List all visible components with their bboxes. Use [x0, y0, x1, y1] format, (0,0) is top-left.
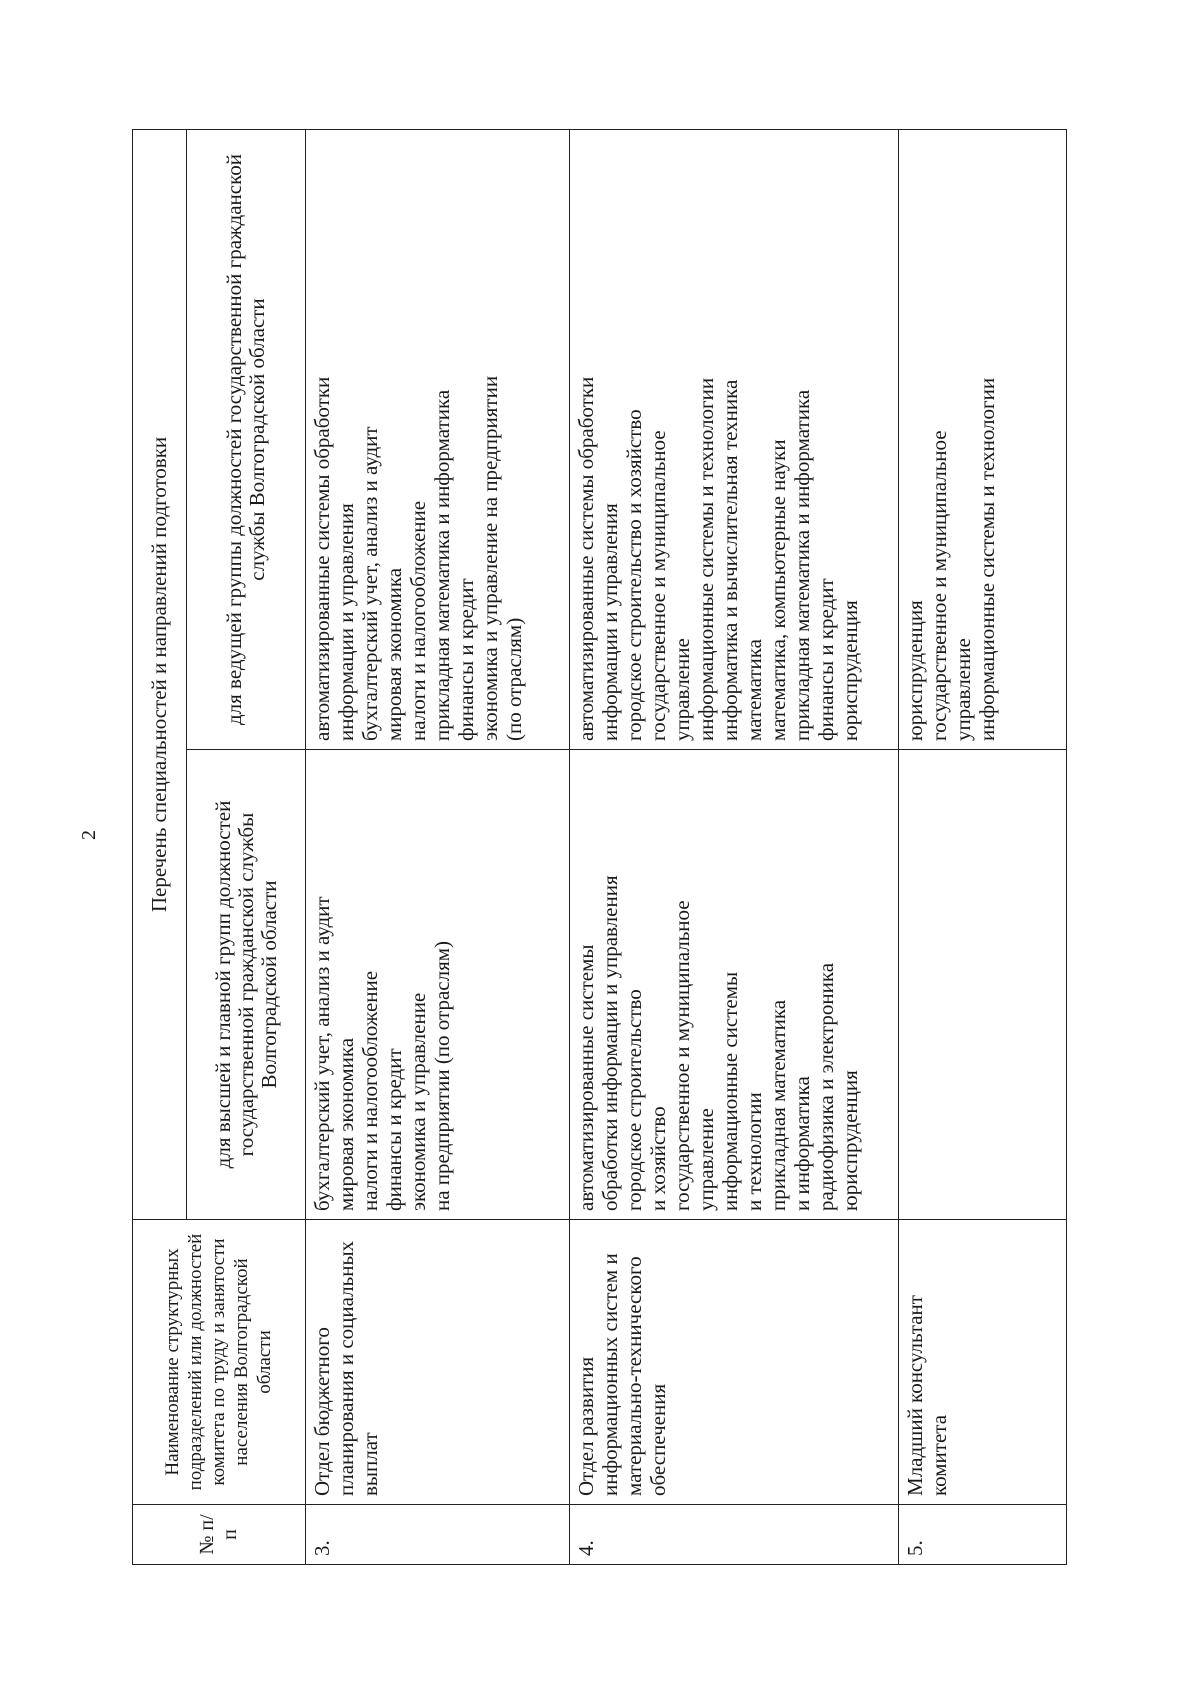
- list-line: налоги и налогообложение: [405, 500, 430, 741]
- list-line: прикладная математика: [765, 999, 790, 1211]
- list-line: финансы и кредит: [381, 1048, 406, 1211]
- list-line: автоматизированные системы обработки: [573, 376, 598, 741]
- list-line: финансы и кредит: [453, 578, 478, 741]
- row-high-list: [305, 750, 569, 1220]
- list-line: и хозяйство: [645, 1106, 670, 1211]
- row-num: 5.: [899, 1505, 1067, 1565]
- list-line: мировая экономика: [381, 567, 406, 741]
- list-line: радиофизика и электроника: [813, 962, 838, 1211]
- list-line: информации и управления: [333, 503, 358, 741]
- row-name: Отдел развития информационных систем и материально-технического обеспечения: [569, 1220, 899, 1505]
- row-high-list: [569, 750, 899, 1220]
- list-line: государственное и муниципальное: [645, 430, 670, 741]
- row-high-list: [899, 750, 1067, 1220]
- list-line: управление: [951, 638, 976, 741]
- list-line: обработки информации и управления: [597, 875, 622, 1211]
- list-line: бухгалтерский учет, анализ и аудит: [309, 896, 334, 1211]
- row-lead-list: [899, 130, 1067, 750]
- row-lead-list: [569, 130, 899, 750]
- page-number: 2: [78, 830, 100, 840]
- table-row: [899, 130, 1067, 1565]
- list-line: прикладная математика и информатика: [789, 389, 814, 741]
- table-row: [305, 130, 569, 1565]
- list-line: городское строительство и хозяйство: [621, 409, 646, 741]
- header-group: Перечень специальностей и направлений подготовки: [133, 130, 187, 1220]
- list-line: юриспруденция: [837, 600, 862, 741]
- list-line: информации и управления: [597, 503, 622, 741]
- list-line: государственное и муниципальное: [927, 430, 952, 741]
- list-line: информационные системы и технологии: [693, 377, 718, 741]
- list-line: бухгалтерский учет, анализ и аудит: [357, 426, 382, 741]
- row-lead-list: [305, 130, 569, 750]
- list-line: управление: [693, 1108, 718, 1211]
- header-num: № п/п: [133, 1505, 306, 1565]
- list-line: автоматизированные системы: [573, 944, 598, 1211]
- list-line: (по отраслям): [501, 617, 526, 741]
- list-line: государственное и муниципальное: [669, 900, 694, 1211]
- list-line: финансы и кредит: [813, 578, 838, 741]
- list-line: информатика и вычислительная техника: [717, 379, 742, 741]
- list-line: и технологии: [741, 1092, 766, 1211]
- list-line: юриспруденция: [903, 600, 928, 741]
- list-line: управление: [669, 638, 694, 741]
- table-header-row: [133, 130, 187, 1565]
- list-line: и информатика: [789, 1076, 814, 1211]
- list-line: математика, компьютерные науки: [765, 439, 790, 741]
- list-line: экономика и управление: [405, 992, 430, 1211]
- row-name: Отдел бюджетного планирования и социальных выплат: [305, 1220, 569, 1505]
- row-num: 4.: [569, 1505, 899, 1565]
- header-lead: для ведущей группы должностей государственной гражданской службы Волгоградской области: [187, 130, 305, 750]
- list-line: информационные системы и технологии: [975, 377, 1000, 741]
- list-line: математика: [741, 639, 766, 741]
- table-row: [569, 130, 899, 1565]
- list-line: информационные системы: [717, 971, 742, 1211]
- header-high: для высшей и главной групп должностей государственной гражданской службы Волгоградской области: [187, 750, 305, 1220]
- list-line: мировая экономика: [333, 1037, 358, 1211]
- list-line: прикладная математика и информатика: [429, 389, 454, 741]
- list-line: автоматизированные системы обработки: [309, 376, 334, 741]
- list-line: юриспруденция: [837, 1070, 862, 1211]
- list-line: городское строительство: [621, 989, 646, 1211]
- row-name: Младший консультант комитета: [899, 1220, 1067, 1505]
- row-num: 3.: [305, 1505, 569, 1565]
- specialties-table: [132, 129, 1067, 1565]
- list-line: налоги и налогообложение: [357, 970, 382, 1211]
- header-name: Наименование структурных подразделений или должностей комитета по труду и занятости населения Волгоградской области: [133, 1220, 306, 1505]
- list-line: на предприятии (по отраслям): [429, 940, 454, 1211]
- list-line: экономика и управление на предприятии: [477, 375, 502, 741]
